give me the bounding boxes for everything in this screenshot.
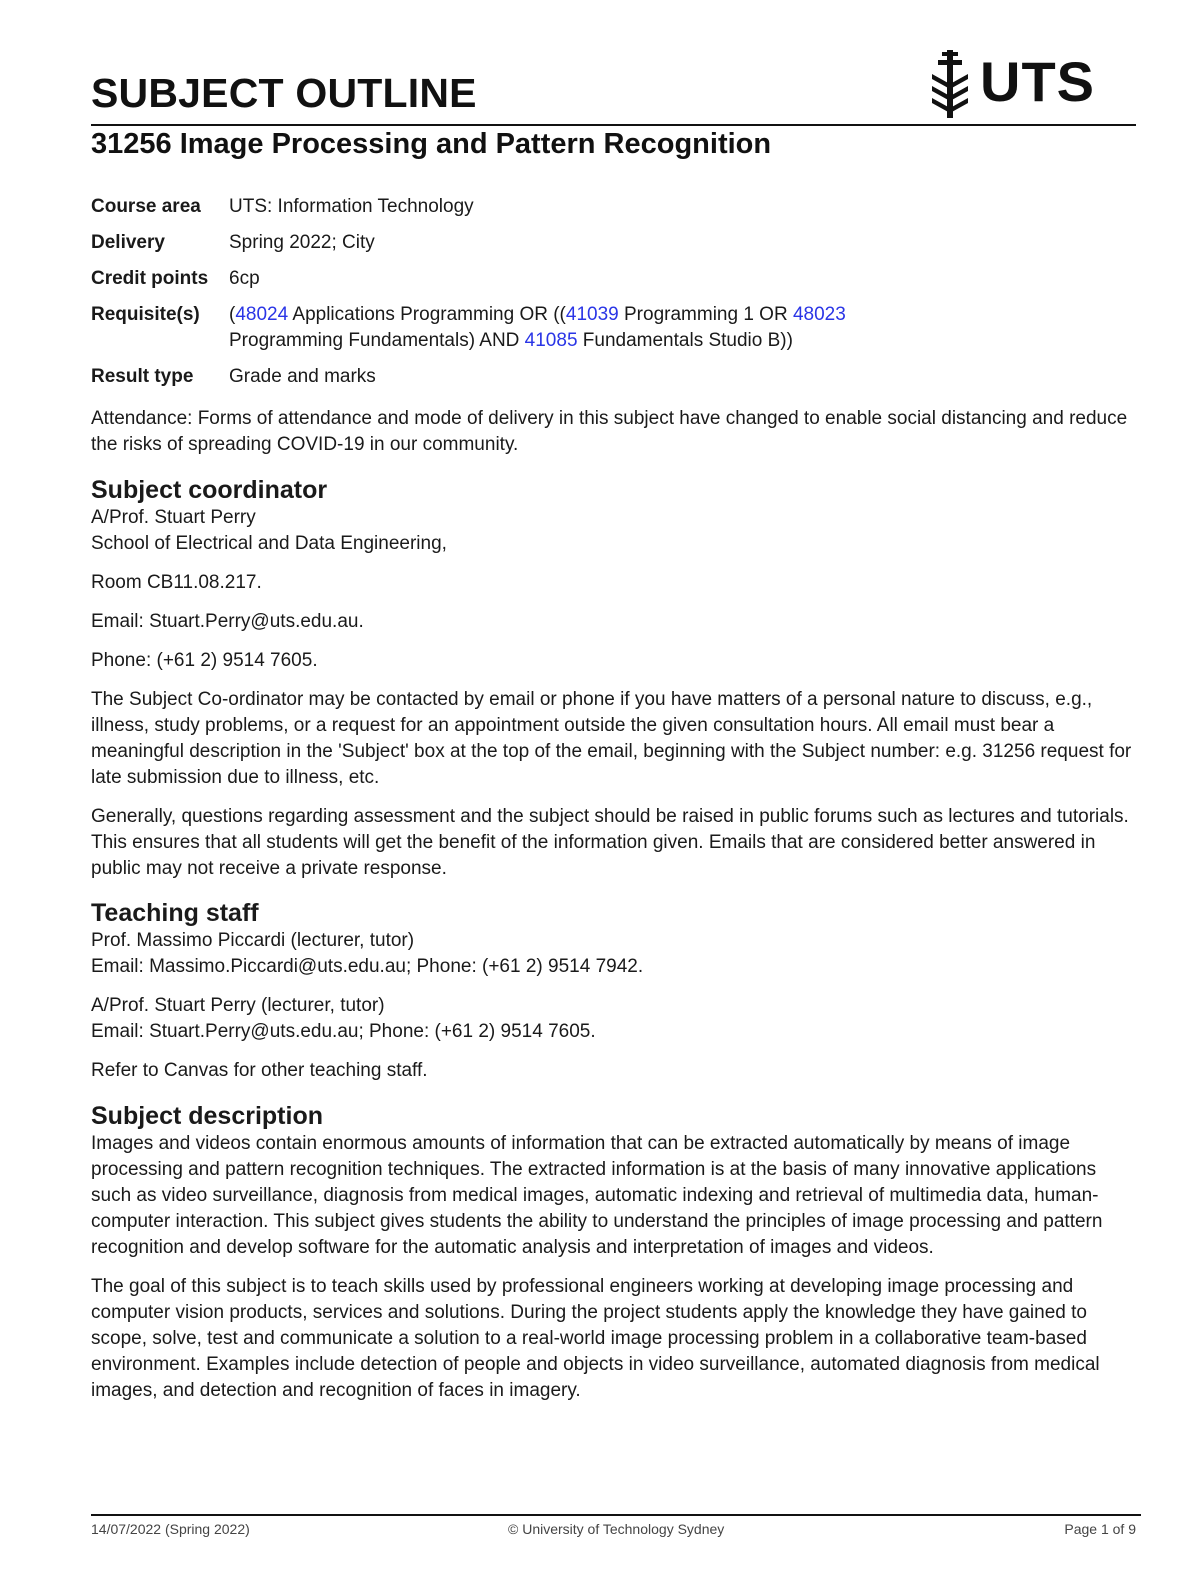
staff-refer-note: Refer to Canvas for other teaching staff. [91,1060,428,1081]
description-paragraph: Images and videos contain enormous amounts of information that can be extracted automatically by means of image processing and pattern recognition techniques. The extracted information is at the basis of many innovative applications such as video surveillance, diagnosis from medical images, automatic indexing and retrieval of multimedia data, human-computer interaction. This subject gives students the ability to understand the principles of image processing and pattern recognition and develop software for the automatic analysis and interpretation of images and videos. [91,1133,1103,1258]
requisite-link-48024[interactable]: 48024 [235,304,289,325]
subject-info-table [91,194,1136,400]
footer-page-number: Page 1 of 9 [1064,1521,1136,1537]
requisites-value [229,302,909,354]
info-row-course-area [91,194,1136,220]
staff-contact: Email: Massimo.Piccardi@uts.edu.au; Phone: (+61 2) 9514 7942. [91,956,644,977]
requisites-text: Programming Fundamentals) AND [229,330,525,351]
section-heading-teaching: Teaching staff [91,899,259,927]
info-value: UTS: Information Technology [229,196,474,217]
uts-crest-icon [928,48,972,120]
uts-logo [928,48,1096,120]
info-value: Spring 2022; City [229,232,375,253]
subject-title: 31256 Image Processing and Pattern Recognition [91,128,772,160]
footer-date: 14/07/2022 (Spring 2022) [91,1521,250,1537]
info-label: Result type [91,366,194,387]
info-row-requisites [91,302,1136,354]
document-title: SUBJECT OUTLINE [91,70,477,116]
coordinator-school: School of Electrical and Data Engineering, [91,533,447,554]
requisites-text: Applications Programming OR (( [288,304,566,325]
info-value: Grade and marks [229,366,376,387]
coordinator-paragraph: Generally, questions regarding assessment and the subject should be raised in public forums such as lectures and tutorials. This ensures that all students will get the benefit of the information given. Emails that are considered better answered in public may not receive a private response. [91,806,1129,879]
info-label: Requisite(s) [91,304,200,325]
requisite-link-41039[interactable]: 41039 [565,304,619,325]
info-label: Delivery [91,232,165,253]
staff-name: Prof. Massimo Piccardi (lecturer, tutor) [91,930,415,951]
header-divider [91,124,1136,126]
staff-name: A/Prof. Stuart Perry (lecturer, tutor) [91,995,385,1016]
section-heading-coordinator: Subject coordinator [91,476,328,504]
requisite-link-41085[interactable]: 41085 [524,330,578,351]
info-row-result-type [91,364,1136,390]
attendance-text: Attendance: Forms of attendance and mode of delivery in this subject have changed to enable social distancing and reduce the risks of spreading COVID-19 in our community. [91,408,1128,455]
footer-copyright: © University of Technology Sydney [508,1521,725,1537]
info-label: Credit points [91,268,209,289]
teaching-staff-section [91,898,1136,1097]
footer-divider [91,1514,1141,1516]
attendance-section [91,406,1136,471]
requisites-text: Programming 1 OR [618,304,793,325]
staff-contact: Email: Stuart.Perry@uts.edu.au; Phone: (+61 2) 9514 7605. [91,1021,596,1042]
coordinator-room: Room CB11.08.217. [91,572,262,593]
info-row-delivery [91,230,1136,256]
info-value: 6cp [229,268,260,289]
info-label: Course area [91,196,201,217]
coordinator-phone: Phone: (+61 2) 9514 7605. [91,650,318,671]
requisites-text: ( [229,304,236,325]
description-paragraph: The goal of this subject is to teach skills used by professional engineers working at developing image processing and computer vision products, services and solutions. During the project students apply the knowledge they have gained to scope, solve, test and communicate a solution to a real-world image processing problem in a collaborative team-based environment. Examples include detection of people and objects in video surveillance, automated diagnosis from medical images, and detection and recognition of faces in imagery. [91,1276,1100,1401]
coordinator-section [91,475,1136,895]
description-section [91,1101,1136,1417]
coordinator-paragraph: The Subject Co-ordinator may be contacted by email or phone if you have matters of a personal nature to discuss, e.g., illness, study problems, or a request for an appointment outside the given consultation hours. All email must bear a meaningful description in the 'Subject' box at the top of the email, beginning with the Subject number: e.g. 31256 request for late submission due to illness, etc. [91,689,1132,788]
section-heading-description: Subject description [91,1102,323,1130]
requisites-text: Fundamentals Studio B)) [577,330,793,351]
coordinator-email: Email: Stuart.Perry@uts.edu.au. [91,611,364,632]
info-row-credit-points [91,266,1136,292]
requisite-link-48023[interactable]: 48023 [792,304,846,325]
uts-logo-text: UTS [980,50,1095,113]
coordinator-name: A/Prof. Stuart Perry [91,507,256,528]
